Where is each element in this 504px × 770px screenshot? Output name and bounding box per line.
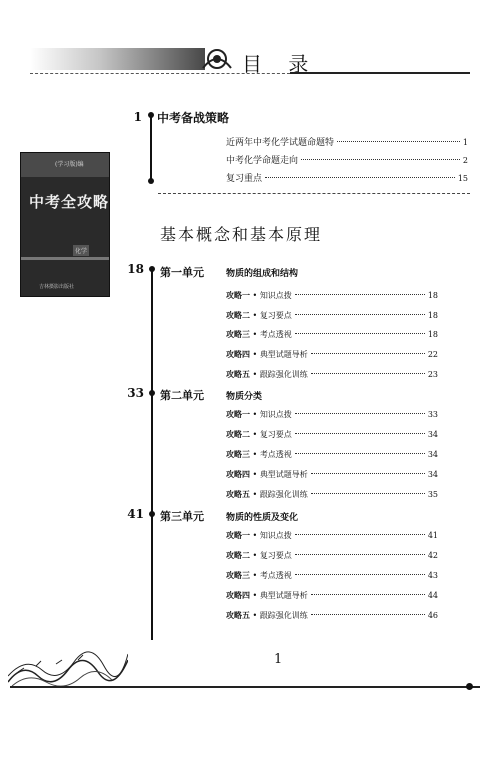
cover-publisher: 吉林摄影出版社 [39,284,75,290]
unit-topic: 物质的性质及变化 [226,513,299,523]
unit-page-number: 18 [127,262,144,276]
page-title: 目 录 [242,52,319,76]
flower-ornament-icon [200,46,234,72]
units-timeline [151,268,153,640]
prep-page-number: 1 [133,110,142,124]
unit-page-number: 33 [127,386,144,400]
timeline-dot [148,112,154,118]
unit-topic: 物质的组成和结构 [226,269,299,279]
toc-entry[interactable]: 攻略二 • 复习要点 34 [226,429,438,439]
toc-entry[interactable]: 攻略四 • 典型试题导析 22 [226,349,438,359]
cover-tag: (学习版)编 [55,161,84,168]
header-solid-rule [290,72,470,74]
toc-entry[interactable]: 复习重点 15 [226,174,468,184]
timeline-dot [148,178,154,184]
unit-heading: 第一单元 [160,266,204,279]
toc-entry[interactable]: 攻略三 • 考点透视 34 [226,449,438,459]
book-cover-image [20,152,110,297]
footer-rule [10,686,480,688]
header-banner [30,48,205,70]
unit-heading: 第二单元 [160,389,204,402]
timeline-dot [149,390,155,396]
toc-entry[interactable]: 攻略五 • 跟踪强化训练 23 [226,369,438,379]
toc-entry[interactable]: 攻略一 • 知识点拨 41 [226,530,438,540]
toc-entry[interactable]: 攻略五 • 跟踪强化训练 35 [226,489,438,499]
timeline-dot [149,266,155,272]
footer-dot [466,683,473,690]
cover-title: 中考全攻略 [29,193,110,211]
toc-entry[interactable]: 攻略二 • 复习要点 18 [226,310,438,320]
toc-entry[interactable]: 近两年中考化学试题命题特 1 [226,138,468,148]
toc-entry[interactable]: 攻略一 • 知识点拨 18 [226,290,438,300]
toc-entry[interactable]: 攻略二 • 复习要点 42 [226,550,438,560]
page-number: 1 [274,652,283,667]
unit-heading: 第三单元 [160,510,204,523]
toc-entry[interactable]: 攻略一 • 知识点拨 33 [226,409,438,419]
toc-entry[interactable]: 攻略五 • 跟踪强化训练 46 [226,610,438,620]
wave-ornament-icon [8,642,128,688]
header-dashed-rule [30,73,290,74]
unit-topic: 物质分类 [226,392,263,402]
toc-entry[interactable]: 攻略四 • 典型试题导析 44 [226,590,438,600]
toc-entry[interactable]: 攻略三 • 考点透视 43 [226,570,438,580]
prep-timeline [150,114,152,182]
toc-entry[interactable]: 攻略三 • 考点透视 18 [226,329,438,339]
toc-entry[interactable]: 攻略四 • 典型试题导析 34 [226,469,438,479]
timeline-dot [149,511,155,517]
unit-page-number: 41 [127,507,144,521]
prep-heading: 中考备战策略 [157,111,230,125]
part-title: 基本概念和基本原理 [160,225,323,244]
section-divider [158,193,470,194]
toc-entry[interactable]: 中考化学命题走向 2 [226,156,468,166]
cover-subtitle: 化学 [73,245,89,256]
